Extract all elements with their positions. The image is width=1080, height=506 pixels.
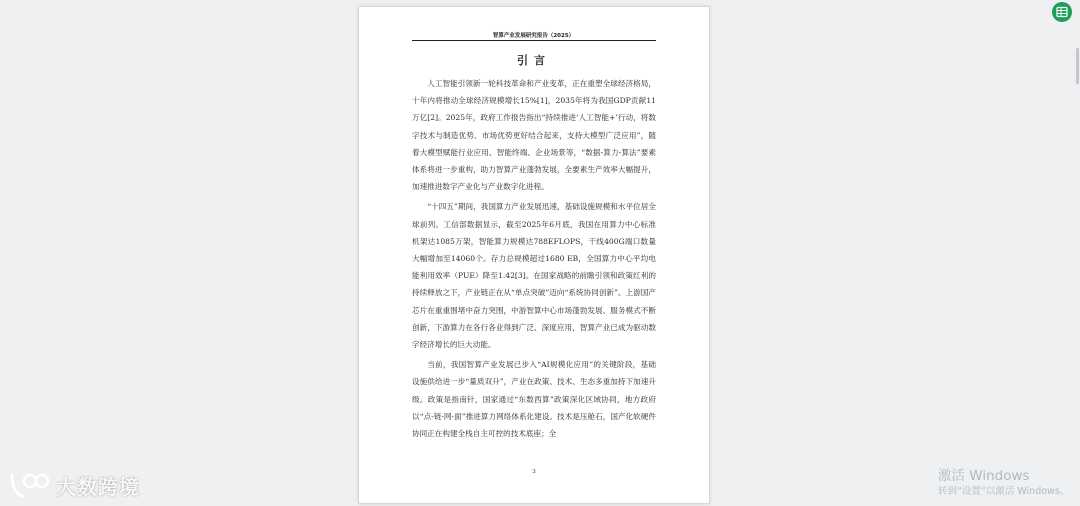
table-sheet-button[interactable]: [1052, 2, 1072, 22]
watermark-logo: [8, 468, 140, 502]
section-title: 引言: [517, 54, 551, 67]
document-page: [358, 6, 710, 504]
running-header: 智算产业发展研究报告（2025）: [492, 33, 575, 39]
logo-text: 大数跨境: [56, 474, 140, 499]
header-rule: [412, 40, 656, 41]
paragraph: 人工智能引领新一轮科技革命和产业变革，正在重塑全球经济格局，十年内将推动全球经济规模增长15%[1]，2035年将为我国GDP贡献11万亿[2]。2025年，政府工作报告指出“持续推进‘人工智能+’行动，将数字技术与制造优势、市场优势更好结合起来，支持大模型广泛应用”，随着大模型赋能行业应用、智能终端、企业场景等，“数据-算力-算法”要素体系将进一步重构，助力智算产业蓬勃发展，全要素生产效率大幅提升，加速推进数字产业化与产业数字化进程。: [412, 79, 656, 192]
wechat-channels-logo: [8, 470, 52, 500]
page-number: 3: [532, 469, 536, 475]
activation-title: 激活 Windows: [938, 468, 1030, 484]
paragraph: 当前，我国智算产业发展已步入“AI规模化应用”的关键阶段，基础设施供给进一步“量质双升”，产业在政策、技术、生态多重加持下加速升级。政策是指南针，国家通过“东数西算”政策深化区域协同，地方政府以“点-链-网-面”推进算力网络体系化建设。技术是压舱石，国产化软硬件协同正在构建全栈自主可控的技术底座；全: [412, 360, 656, 439]
windows-activation-notice: [938, 468, 1078, 498]
vertical-scrollbar[interactable]: [1074, 0, 1080, 506]
scrollbar-thumb[interactable]: [1076, 48, 1079, 84]
activation-subtitle: 转到“设置”以激活 Windows。: [938, 486, 1070, 497]
table-sheet-icon: [1056, 6, 1068, 18]
body-text: [412, 75, 656, 445]
paragraph: “十四五”期间，我国算力产业发展迅速，基础设施规模和水平位居全球前列。工信部数据显示，截至2025年6月底，我国在用算力中心标准机架达1085万架，智能算力规模达788EFLOPS，干线400G端口数量大幅增加至14060个。存力总规模超过1680 EB，全国算力中心平均电能利用效率（PUE）降至1.42[3]。在国家战略的前瞻引领和政策红利的持续释放之下，产业链正在从“单点突破”迈向“系统协同创新”。上游国产芯片在重重围堵中奋力突围，中游智算中心市场蓬勃发展、服务模式不断创新，下游算力在各行各业得到广泛、深度应用，智算产业已成为驱动数字经济增长的巨大动能。: [412, 202, 656, 350]
